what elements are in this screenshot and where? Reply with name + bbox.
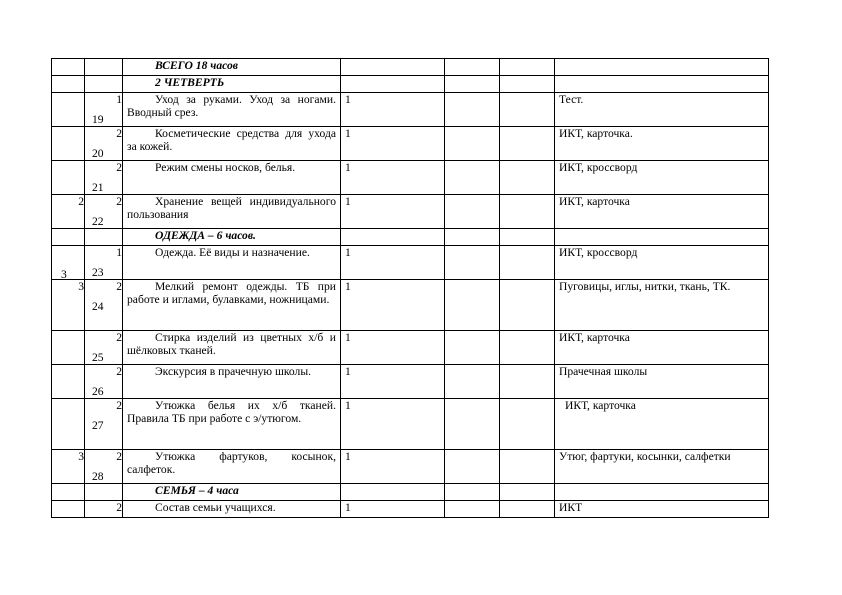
lesson-number-cell: [85, 93, 123, 127]
lesson-theme-first-line: Уход за руками. Уход за: [155, 93, 291, 106]
cell-blank: [500, 127, 555, 161]
hours-cell: [341, 93, 445, 127]
lesson-theme-first-line: Режим смены носков, белья.: [155, 161, 296, 174]
cell-blank: [341, 229, 445, 246]
section-title: ВСЕГО 18 часов: [155, 59, 238, 72]
hours-value: 1: [345, 280, 351, 293]
lesson-number: 22: [92, 215, 104, 228]
cell-blank: [500, 195, 555, 229]
equipment-text: ИКТ, карточка: [559, 195, 630, 208]
hours-value: 1: [345, 195, 351, 208]
cell-blank: [445, 195, 500, 229]
cell-blank: [555, 229, 769, 246]
cell-blank: [500, 93, 555, 127]
lesson-number-cell: [85, 399, 123, 450]
cell-blank: [445, 365, 500, 399]
cell-blank: [52, 484, 85, 501]
lesson-theme-cell: [123, 127, 341, 161]
hours-value: 1: [345, 93, 351, 106]
table-row: [52, 331, 769, 365]
lesson-theme-cell: [123, 399, 341, 450]
lesson-number: 27: [92, 419, 104, 432]
quarter-number: 2: [78, 195, 84, 208]
cell-blank: [52, 59, 85, 76]
cell-blank: [445, 127, 500, 161]
hours-cell: [341, 450, 445, 484]
lesson-number: 20: [92, 147, 104, 160]
lesson-theme-first-line: Мелкий ремонт одежды.: [155, 280, 288, 293]
equipment-cell: [555, 195, 769, 229]
lesson-theme-first-line: Одежда. Её виды и: [155, 246, 249, 259]
lesson-number-cell: [85, 246, 123, 280]
lesson-theme-cell: [123, 195, 341, 229]
lesson-theme-cell: [123, 93, 341, 127]
equipment-cell: [555, 280, 769, 331]
equipment-text: ИКТ, кроссворд: [559, 161, 638, 174]
quarter-number-cell: [52, 195, 85, 229]
lesson-sub-number: 1: [116, 246, 122, 259]
table-row: [52, 365, 769, 399]
quarter-number-cell: [52, 365, 85, 399]
hours-value: 1: [345, 399, 351, 412]
quarter-number: 3: [78, 450, 84, 463]
lesson-sub-number: 2: [116, 195, 122, 208]
equipment-cell: [555, 93, 769, 127]
quarter-number-cell: [52, 280, 85, 331]
lesson-theme-cell: [123, 501, 341, 518]
lesson-number-cell: [85, 450, 123, 484]
cell-blank: [445, 484, 500, 501]
cell-blank: [445, 76, 500, 93]
lesson-theme-first-line: Экскурсия в прачечную: [155, 365, 273, 378]
cell-blank: [500, 246, 555, 280]
hours-cell: [341, 399, 445, 450]
table-row: [52, 127, 769, 161]
hours-value: 1: [345, 127, 351, 140]
quarter-number-cell: [52, 93, 85, 127]
lesson-theme-first-line: Утюжка белья их х/б тканей.: [155, 399, 336, 412]
equipment-cell: [555, 450, 769, 484]
lesson-theme-continuation: Правила ТБ при работе с э/утюгом.: [127, 412, 302, 425]
quarter-number-cell: [52, 331, 85, 365]
cell-blank: [85, 59, 123, 76]
lesson-number-cell: [85, 365, 123, 399]
lesson-sub-number: 2: [116, 331, 122, 344]
cell-blank: [500, 484, 555, 501]
section-title: ОДЕЖДА – 6 часов.: [155, 229, 256, 242]
hours-value: 1: [345, 501, 351, 514]
table-row: [52, 450, 769, 484]
hours-value: 1: [345, 161, 351, 174]
lesson-theme-continuation: индивидуального пользования: [127, 195, 336, 221]
hours-cell: [341, 246, 445, 280]
section-title-cell: [123, 59, 341, 76]
section-title-cell: [123, 76, 341, 93]
cell-blank: [500, 501, 555, 518]
cell-blank: [52, 229, 85, 246]
section-row: [52, 484, 769, 501]
lesson-number-cell: [85, 195, 123, 229]
hours-cell: [341, 331, 445, 365]
quarter-number: 3: [78, 280, 84, 293]
equipment-text: Утюг, фартуки, косынки, салфетки: [559, 450, 731, 463]
lesson-theme-first-line: Утюжка фартуков, косынок,: [155, 450, 336, 463]
equipment-text: Прачечная школы: [559, 365, 648, 378]
equipment-cell: [555, 127, 769, 161]
equipment-cell: [555, 331, 769, 365]
cell-blank: [555, 59, 769, 76]
hours-cell: [341, 280, 445, 331]
table-row: [52, 246, 769, 280]
cell-blank: [85, 229, 123, 246]
equipment-cell: [555, 365, 769, 399]
equipment-cell: [555, 399, 769, 450]
lesson-theme-cell: [123, 161, 341, 195]
cell-blank: [500, 365, 555, 399]
lesson-theme-cell: [123, 280, 341, 331]
cell-blank: [445, 450, 500, 484]
lesson-number: 26: [92, 385, 104, 398]
table-body: [52, 59, 769, 518]
lesson-number-cell: [85, 280, 123, 331]
lesson-theme-first-line: Хранение вещей: [155, 195, 242, 208]
lesson-number-cell: [85, 331, 123, 365]
lesson-number: 28: [92, 470, 104, 483]
quarter-number-cell: [52, 399, 85, 450]
section-row: [52, 59, 769, 76]
cell-blank: [445, 331, 500, 365]
cell-blank: [500, 399, 555, 450]
hours-value: 1: [345, 450, 351, 463]
cell-blank: [445, 399, 500, 450]
lesson-theme-continuation: ТБ при работе и иглами, булавками, ножницами.: [127, 280, 336, 306]
lesson-sub-number: 2: [116, 450, 122, 463]
lesson-plan-table: [51, 58, 769, 518]
lesson-number-cell: [85, 161, 123, 195]
cell-blank: [85, 484, 123, 501]
table-row: [52, 399, 769, 450]
cell-blank: [52, 76, 85, 93]
equipment-text: ИКТ, карточка: [565, 399, 636, 412]
cell-blank: [445, 59, 500, 76]
cell-blank: [341, 76, 445, 93]
lesson-theme-cell: [123, 246, 341, 280]
lesson-theme-cell: [123, 365, 341, 399]
quarter-number-cell: [52, 450, 85, 484]
table-row: [52, 195, 769, 229]
cell-blank: [500, 280, 555, 331]
hours-cell: [341, 195, 445, 229]
lesson-number: 21: [92, 181, 104, 194]
lesson-sub-number: 2: [116, 280, 122, 293]
lesson-theme-continuation: х/б и шёлковых тканей.: [127, 331, 336, 357]
cell-blank: [445, 161, 500, 195]
equipment-cell: [555, 246, 769, 280]
cell-blank: [555, 76, 769, 93]
section-title: 2 ЧЕТВЕРТЬ: [155, 76, 225, 89]
lesson-number: 23: [92, 266, 104, 279]
cell-blank: [445, 246, 500, 280]
section-row: [52, 76, 769, 93]
hours-value: 1: [345, 365, 351, 378]
cell-blank: [85, 76, 123, 93]
table-row: [52, 501, 769, 518]
cell-blank: [500, 76, 555, 93]
cell-blank: [500, 450, 555, 484]
cell-blank: [341, 484, 445, 501]
table-row: [52, 161, 769, 195]
lesson-theme-continuation: школы.: [274, 365, 312, 378]
hours-cell: [341, 501, 445, 518]
hours-cell: [341, 161, 445, 195]
cell-blank: [500, 161, 555, 195]
lesson-theme-continuation: ногами. Вводный срез.: [127, 93, 336, 119]
lesson-theme-first-line: Стирка изделий из цветных: [155, 331, 302, 344]
section-title-cell: [123, 484, 341, 501]
lesson-theme-continuation: назначение.: [251, 246, 310, 259]
lesson-sub-number: 2: [116, 365, 122, 378]
table-row: [52, 280, 769, 331]
lesson-number: 24: [92, 300, 104, 313]
cell-blank: [445, 93, 500, 127]
equipment-text: ИКТ, кроссворд: [559, 246, 638, 259]
cell-blank: [445, 280, 500, 331]
equipment-cell: [555, 501, 769, 518]
lesson-number-cell: [85, 127, 123, 161]
section-row: [52, 229, 769, 246]
equipment-cell: [555, 161, 769, 195]
lesson-sub-number: 2: [116, 501, 122, 514]
hours-value: 1: [345, 331, 351, 344]
quarter-number-cell: [52, 127, 85, 161]
section-title-cell: [123, 229, 341, 246]
lesson-sub-number: 2: [116, 127, 122, 140]
cell-blank: [445, 501, 500, 518]
equipment-text: ИКТ: [559, 501, 583, 514]
hours-value: 1: [345, 246, 351, 259]
lesson-theme-cell: [123, 450, 341, 484]
quarter-number-cell: [52, 161, 85, 195]
hours-cell: [341, 127, 445, 161]
cell-blank: [341, 59, 445, 76]
equipment-text: Пуговицы, иглы, нитки, ткань, ТК.: [559, 280, 731, 293]
lesson-number: 25: [92, 351, 104, 364]
cell-blank: [445, 229, 500, 246]
section-title: СЕМЬЯ – 4 часа: [155, 484, 239, 497]
cell-blank: [500, 59, 555, 76]
hours-cell: [341, 365, 445, 399]
equipment-text: ИКТ, карточка: [559, 331, 630, 344]
table-row: [52, 93, 769, 127]
lesson-sub-number: 1: [116, 93, 122, 106]
lesson-theme-continuation: ухода за кожей.: [127, 127, 336, 153]
lesson-number-cell: [85, 501, 123, 518]
cell-blank: [555, 484, 769, 501]
lesson-theme-first-line: Косметические средства для: [155, 127, 303, 140]
lesson-theme-first-line: Состав семьи учащихся.: [155, 501, 276, 514]
lesson-theme-cell: [123, 331, 341, 365]
lesson-theme-continuation: салфеток.: [127, 463, 176, 476]
quarter-number-cell: [52, 246, 85, 280]
cell-blank: [500, 331, 555, 365]
lesson-sub-number: 2: [116, 161, 122, 174]
quarter-number-cell: [52, 501, 85, 518]
cell-blank: [500, 229, 555, 246]
lesson-sub-number: 2: [116, 399, 122, 412]
equipment-text: ИКТ, карточка.: [559, 127, 633, 140]
quarter-number: 3: [61, 268, 67, 280]
equipment-text: Тест.: [559, 93, 584, 106]
lesson-number: 19: [92, 113, 104, 126]
